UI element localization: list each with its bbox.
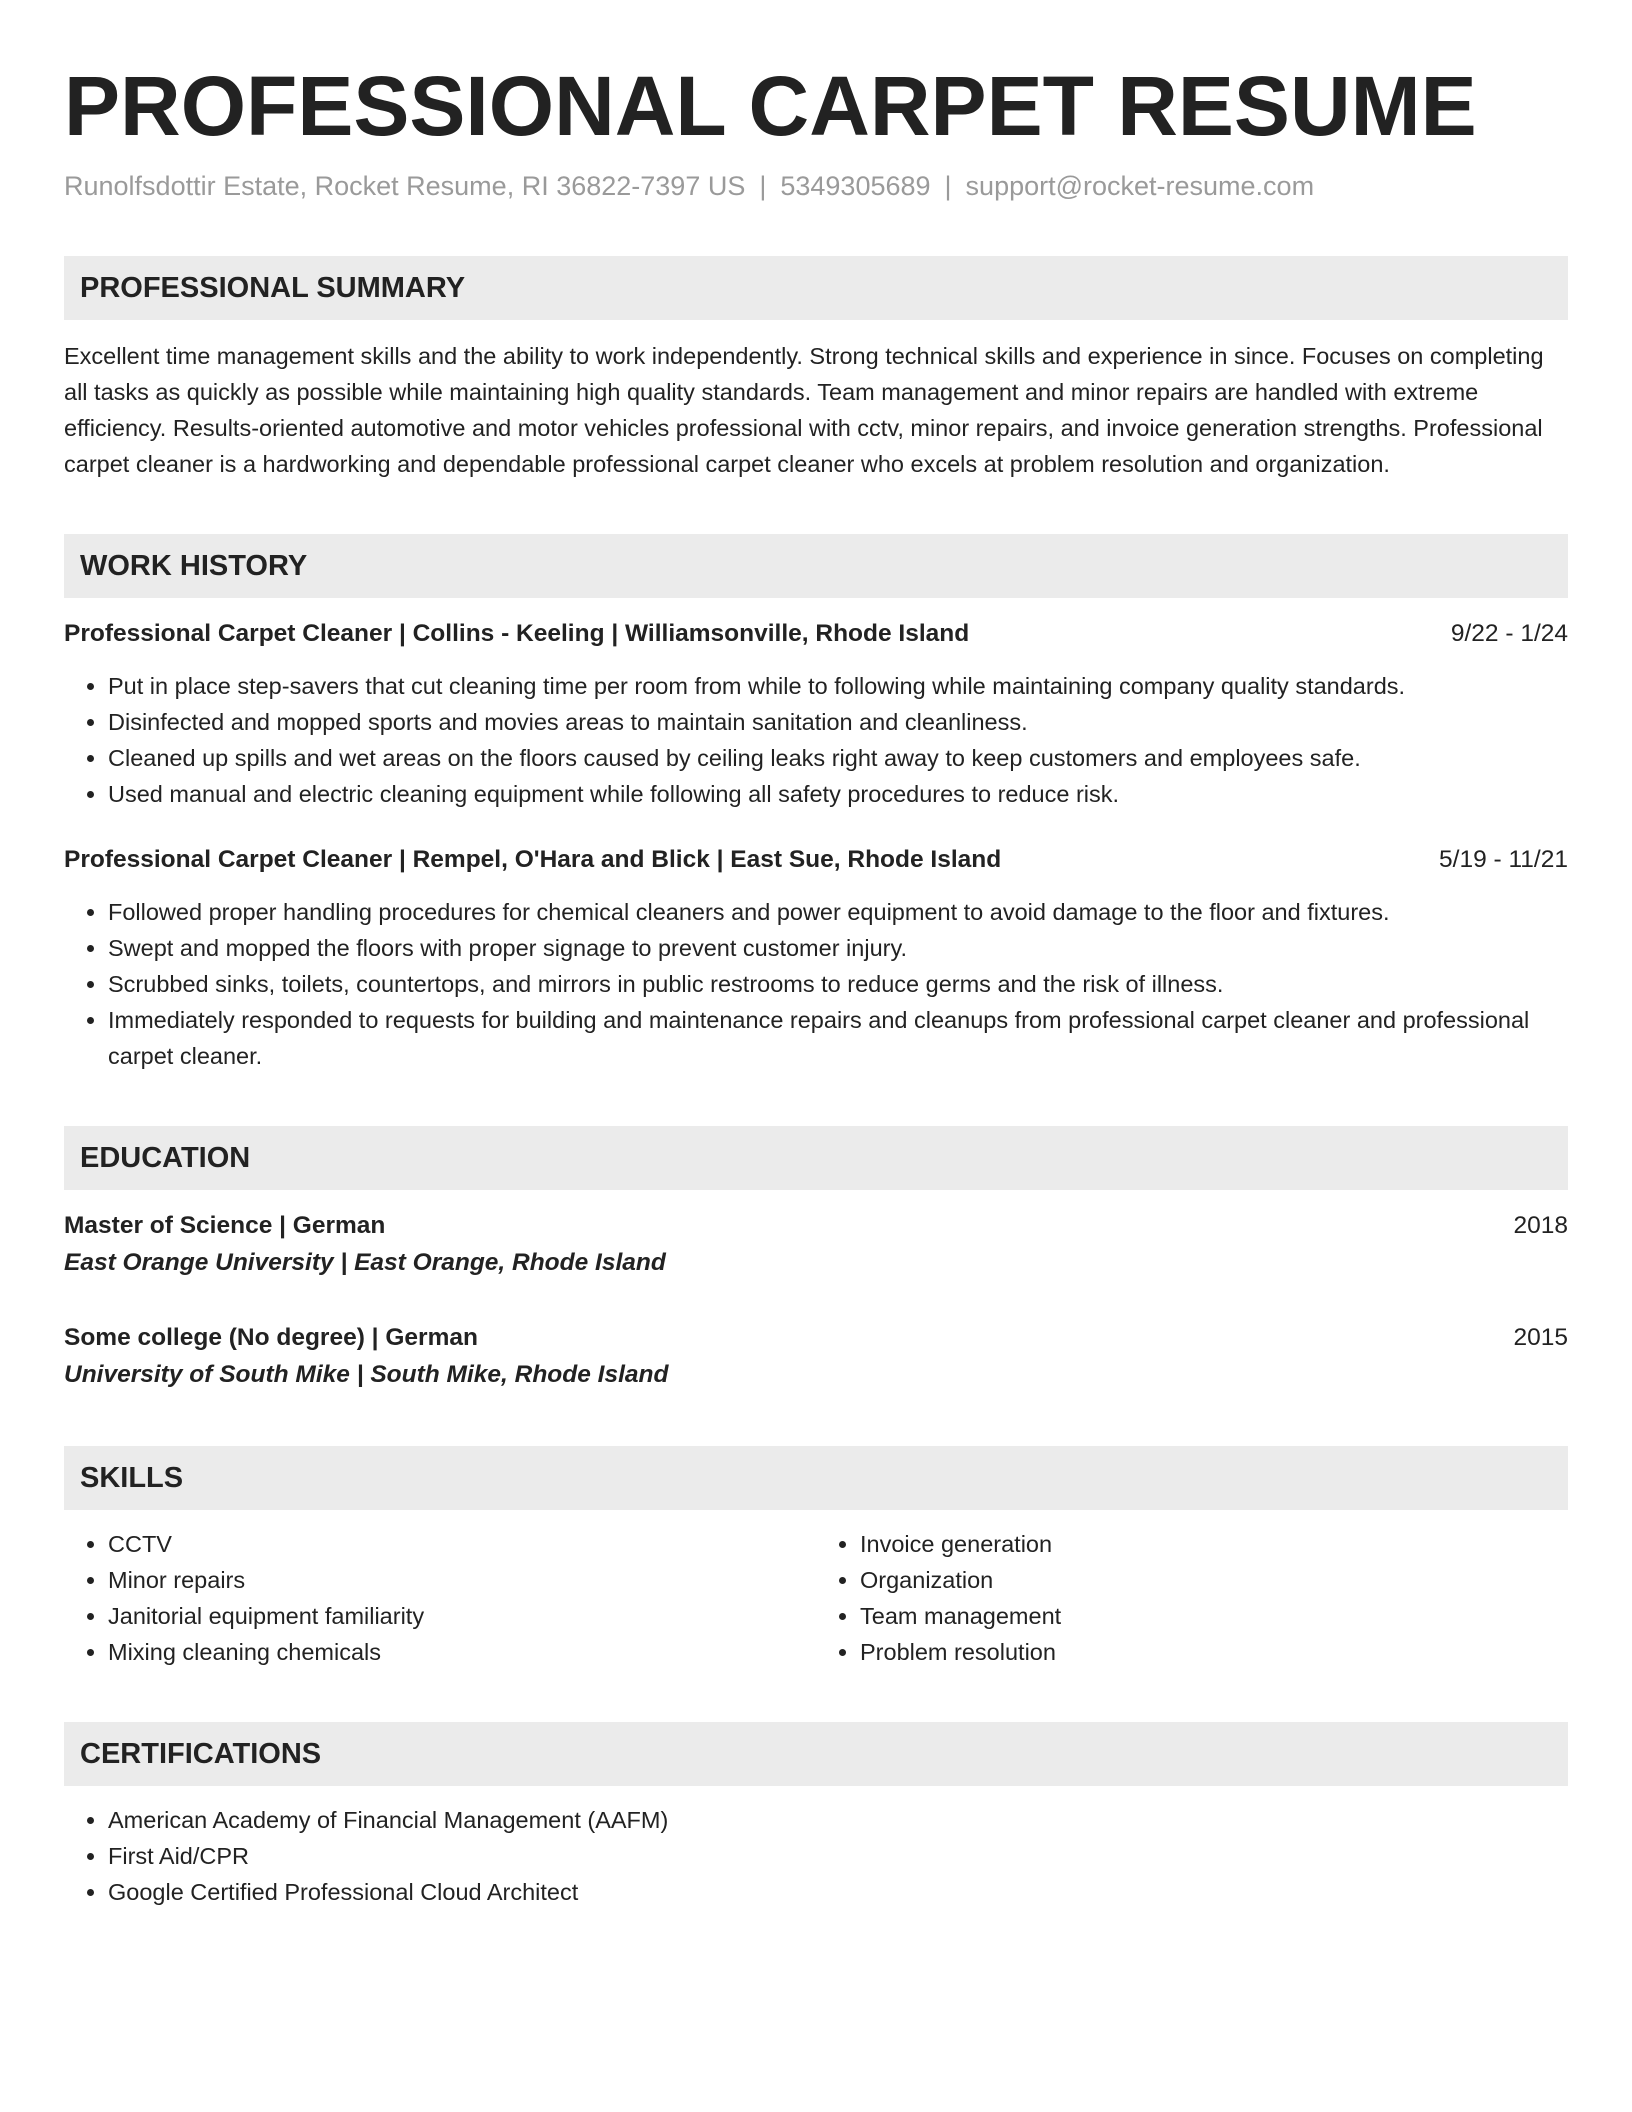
skills-column-left: [64, 1526, 816, 1670]
certifications-list: [64, 1802, 1568, 1910]
section-header-summary: PROFESSIONAL SUMMARY: [64, 256, 1568, 320]
section-header-skills: SKILLS: [64, 1446, 1568, 1510]
education-school: University of South Mike | South Mike, Rhode Island: [64, 1361, 669, 1388]
list-item: • Put in place step-savers that cut cleaning time per room from while to following while maintaining company quality standards.: [108, 668, 1568, 704]
resume-name: PROFESSIONAL CARPET RESUME: [64, 59, 1477, 153]
education-entry: [64, 1208, 1568, 1282]
list-item: • Disinfected and mopped sports and movies areas to maintain sanitation and cleanliness.: [108, 704, 1568, 740]
education-header: [64, 1320, 1568, 1356]
contact-phone: 5349305689: [780, 171, 931, 201]
skill-item: • Organization: [860, 1562, 1568, 1598]
job-dates: 5/19 - 11/21: [1439, 846, 1568, 873]
contact-line: [64, 168, 1568, 204]
contact-separator: |: [944, 171, 952, 201]
list-item: • Cleaned up spills and wet areas on the floors caused by ceiling leaks right away to keep customers and employees safe.: [108, 740, 1568, 776]
contact-separator: |: [759, 171, 767, 201]
job-dates: 9/22 - 1/24: [1450, 620, 1568, 647]
skill-item: • Team management: [860, 1598, 1568, 1634]
education-header: [64, 1208, 1568, 1244]
skill-item: • Minor repairs: [108, 1562, 816, 1598]
education-degree: Some college (No degree) | German: [64, 1324, 478, 1351]
job-entry: [64, 616, 1568, 812]
job-entry: [64, 842, 1568, 1074]
skills-grid: [64, 1526, 1568, 1670]
list-item: • Scrubbed sinks, toilets, countertops, and mirrors in public restrooms to reduce germs and the risk of illness.: [108, 966, 1568, 1002]
contact-address: Runolfsdottir Estate, Rocket Resume, RI 36822-7397 US: [64, 171, 746, 201]
job-bullets: [64, 668, 1568, 812]
skill-item: • Janitorial equipment familiarity: [108, 1598, 816, 1634]
skill-item: • Mixing cleaning chemicals: [108, 1634, 816, 1670]
certification-item: • First Aid/CPR: [108, 1838, 1568, 1874]
skills-list: [816, 1526, 1568, 1670]
skill-item: • CCTV: [108, 1526, 816, 1562]
certification-item: • American Academy of Financial Management (AAFM): [108, 1802, 1568, 1838]
skills-list: [64, 1526, 816, 1670]
education-year: 2015: [1513, 1324, 1568, 1351]
section-header-work-history: WORK HISTORY: [64, 534, 1568, 598]
job-title: Professional Carpet Cleaner | Rempel, O'Hara and Blick | East Sue, Rhode Island: [64, 846, 1002, 873]
skill-item: • Problem resolution: [860, 1634, 1568, 1670]
job-header: [64, 616, 1568, 652]
list-item: • Followed proper handling procedures for chemical cleaners and power equipment to avoid damage to the floor and fixtures.: [108, 894, 1568, 930]
list-item: • Immediately responded to requests for building and maintenance repairs and cleanups from professional carpet cleaner and professional carpet cleaner.: [108, 1002, 1568, 1074]
education-year: 2018: [1513, 1212, 1568, 1239]
education-school: East Orange University | East Orange, Rhode Island: [64, 1249, 666, 1276]
contact-email: support@rocket-resume.com: [965, 171, 1315, 201]
job-title: Professional Carpet Cleaner | Collins - Keeling | Williamsonville, Rhode Island: [64, 620, 970, 647]
education-degree: Master of Science | German: [64, 1212, 386, 1239]
section-header-education: EDUCATION: [64, 1126, 1568, 1190]
education-entry: [64, 1320, 1568, 1394]
skill-item: • Invoice generation: [860, 1526, 1568, 1562]
section-header-certifications: CERTIFICATIONS: [64, 1722, 1568, 1786]
list-item: • Used manual and electric cleaning equipment while following all safety procedures to reduce risk.: [108, 776, 1568, 812]
job-header: [64, 842, 1568, 878]
skills-column-right: [816, 1526, 1568, 1670]
certification-item: • Google Certified Professional Cloud Architect: [108, 1874, 1568, 1910]
list-item: • Swept and mopped the floors with proper signage to prevent customer injury.: [108, 930, 1568, 966]
summary-text: Excellent time management skills and the ability to work independently. Strong technical skills and experience in since. Focuses on completing all tasks as quickly as possible while maintaining high quality standards. Team management and minor repairs are handled with extreme efficiency. Results-oriented automotive and motor vehicles professional with cctv, minor repairs, and invoice generation strengths. Professional carpet cleaner is a hardworking and dependable professional carpet cleaner who excels at problem resolution and organization.: [64, 343, 1544, 477]
job-bullets: [64, 894, 1568, 1074]
